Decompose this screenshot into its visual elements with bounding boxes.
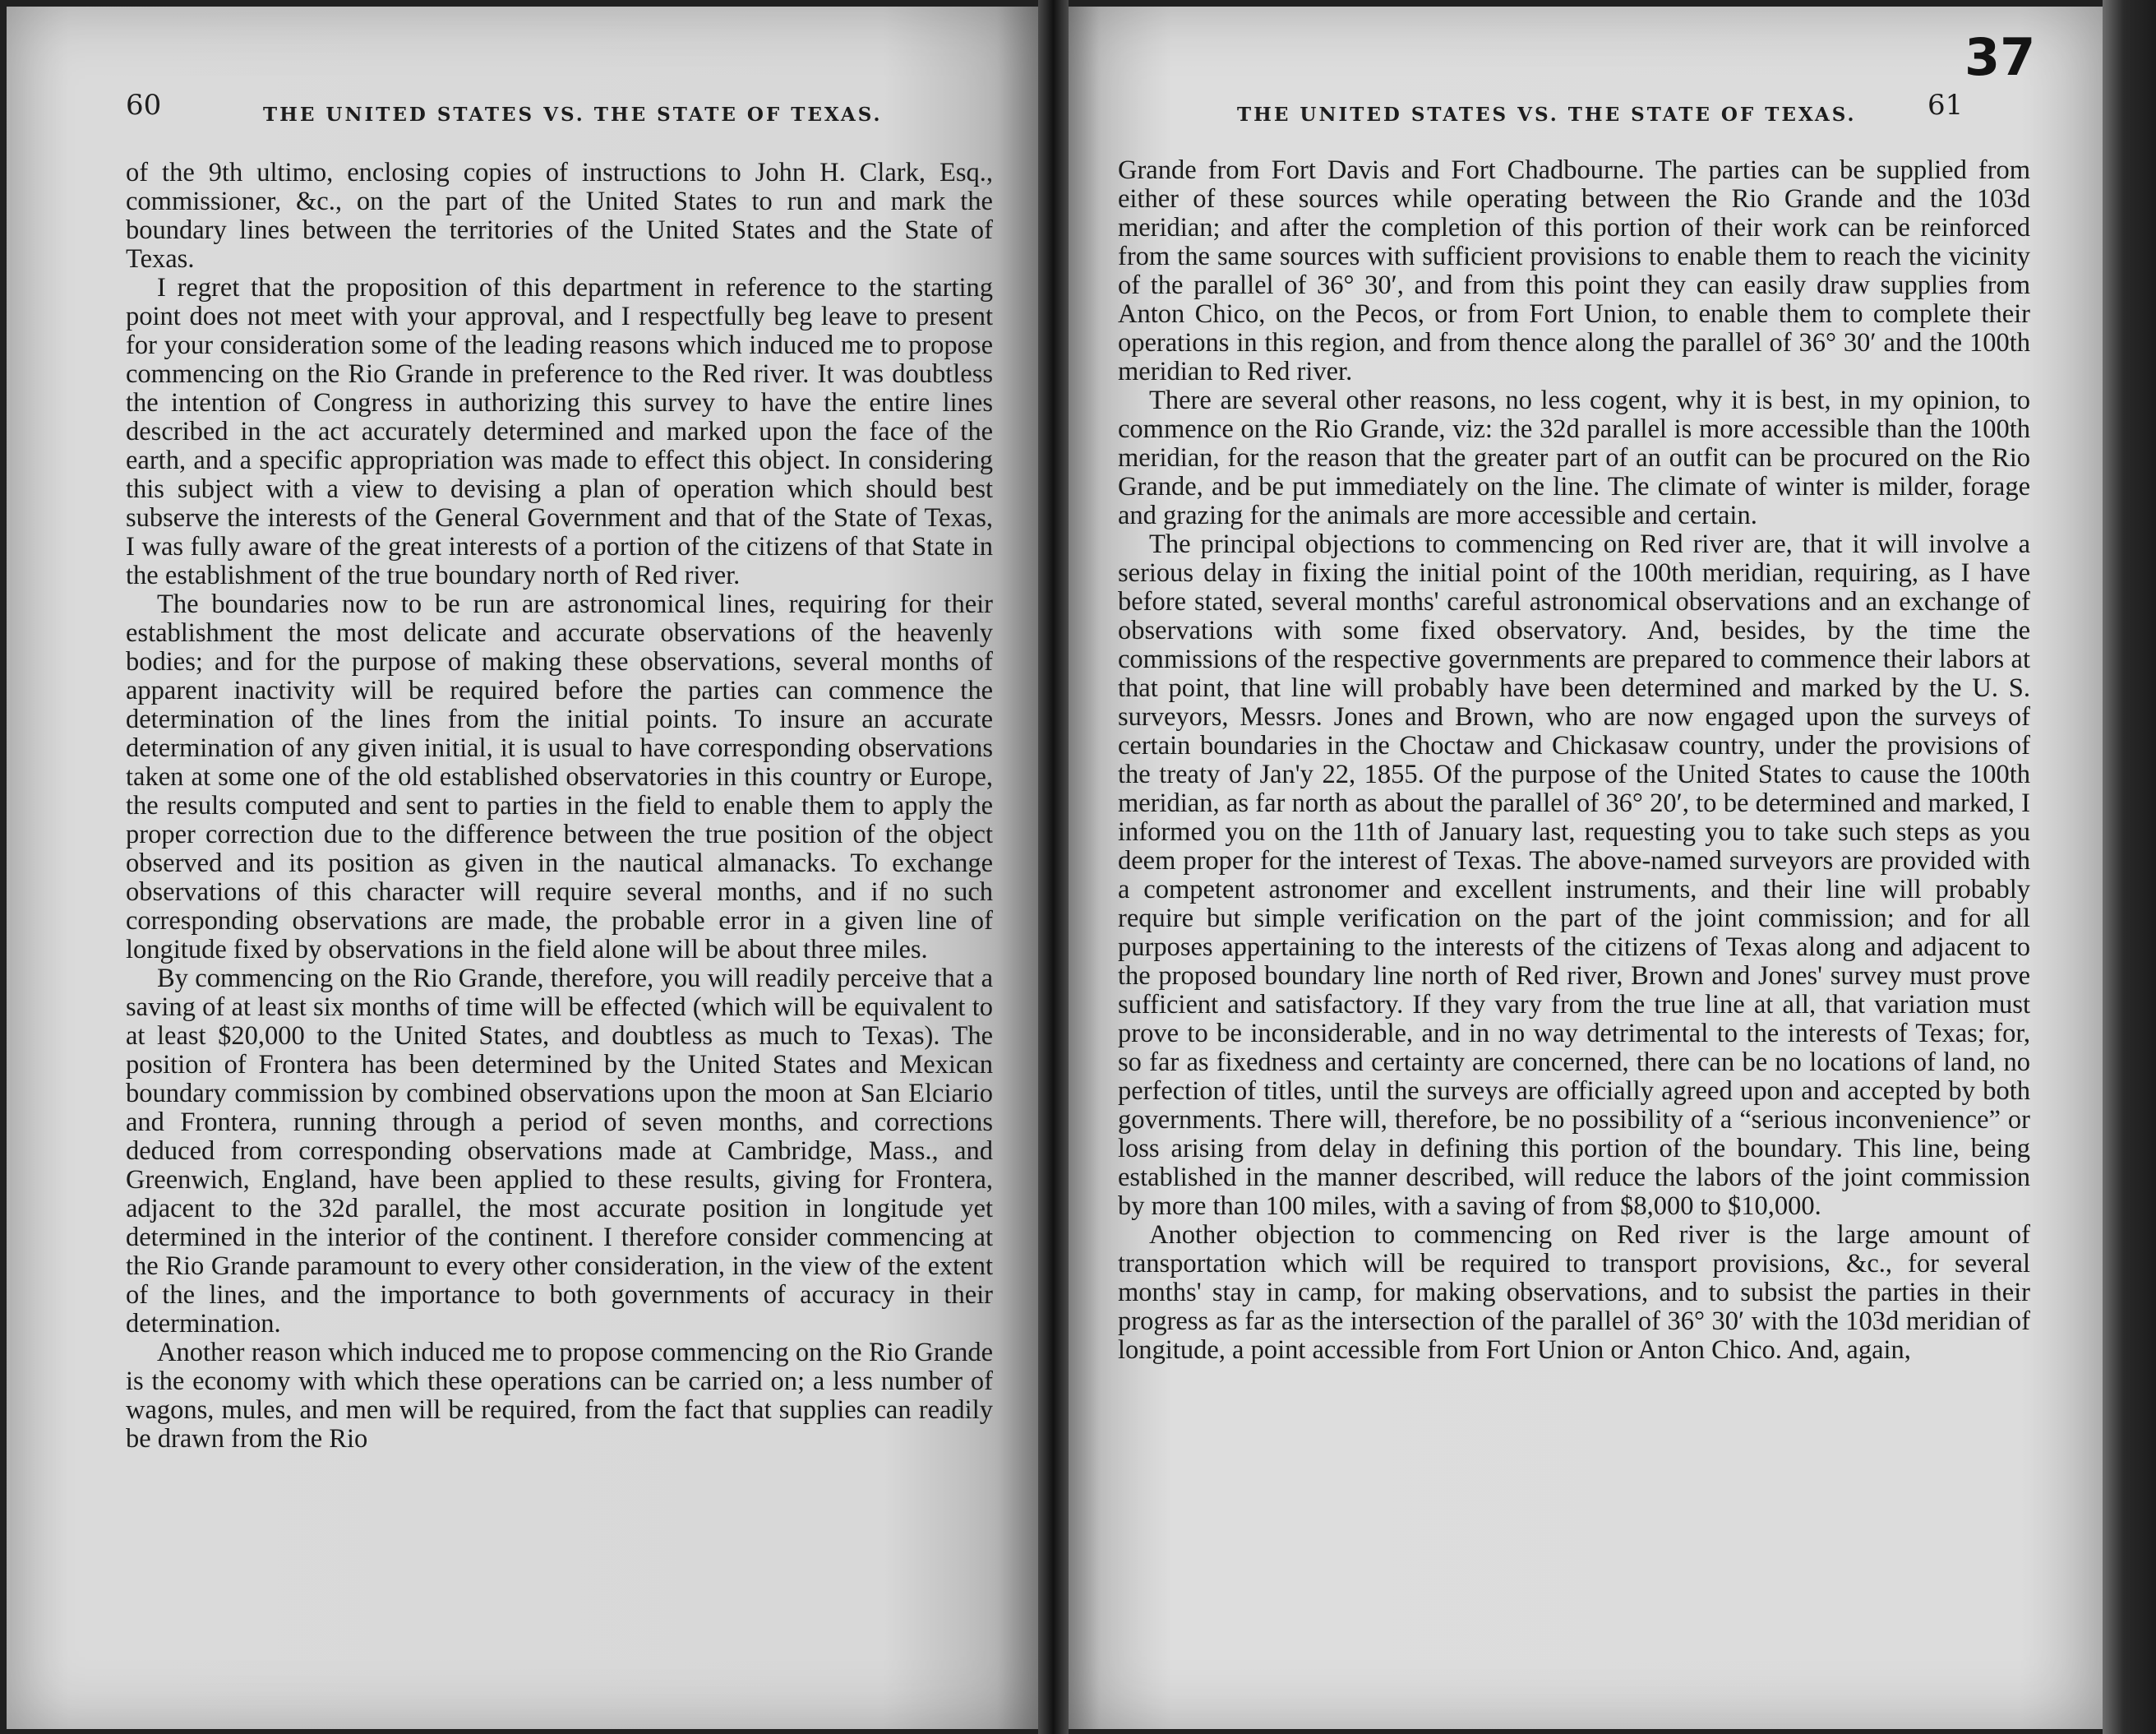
scan-edge [2103, 0, 2156, 1734]
left-page [7, 7, 1038, 1729]
paragraph: Another reason which induced me to propose commencing on the Rio Grande is the economy with which these operations can be carried on; a less number of wagons, mules, and men will be required, from the fact that supplies can readily be drawn from the Rio [126, 1338, 993, 1454]
right-running-head: THE UNITED STATES VS. THE STATE OF TEXAS. [1237, 104, 1857, 126]
paragraph: There are several other reasons, no less cogent, why it is best, in my opinion, to commence on the Rio Grande, viz: the 32d parallel is more accessible than the 100th meridian, for the reason that the greater part of an outfit can be procured on the Rio Grande, and be put immediately on the line. The climate of winter is milder, forage and grazing for the animals are more accessible and certain. [1118, 386, 2030, 530]
paragraph: Grande from Fort Davis and Fort Chadbourne. The parties can be supplied from either of these sources while operating between the Rio Grande and the 103d meridian; and after the completion of this portion of their work can be reinforced from the same sources with sufficient provisions to enable them to reach the vicinity of the parallel of 36° 30′, and from this point they can easily draw supplies from Anton Chico, on the Pecos, or from Fort Union, to enable them to complete their operations in this region, and from thence along the parallel of 36° 30′ and the 100th meridian to Red river. [1118, 155, 2030, 386]
stamped-sheet-number: 37 [1964, 27, 2036, 87]
paragraph: By commencing on the Rio Grande, therefore, you will readily perceive that a saving of at least six months of time will be effected (which will be equivalent to at least $20,000 to the United States, and doubtless as much to Texas). The position of Frontera has been determined by the United States and Mexican boundary commission by combined observations upon the moon at San Elciario and Frontera, running through a period of seven months, and corrections deduced from corresponding observations made at Cambridge, Mass., and Greenwich, England, have been applied to these results, giving for Frontera, adjacent to the 32d parallel, the most accurate position in longitude yet determined in the interior of the continent. I therefore consider commencing at the Rio Grande paramount to every other consideration, in the view of the extent of the lines, and the importance to both governments of accuracy in their determination. [126, 964, 993, 1339]
left-page-text [126, 159, 993, 1454]
right-page-number: 61 [1927, 89, 1964, 122]
paragraph: of the 9th ultimo, enclosing copies of instructions to John H. Clark, Esq., commissioner, &c., on the part of the United States to run and mark the boundary lines between the territories of the United States and the State of Texas. [126, 158, 993, 274]
paragraph: The principal objections to commencing on Red river are, that it will involve a serious delay in fixing the initial point of the 100th meridian, requiring, as I have before stated, several months' careful astronomical observations and an exchange of observations with some fixed observatory. And, besides, by the time the commissions of the respective governments are prepared to commence their labors at that point, that line will probably have been determined and marked by the U. S. surveyors, Messrs. Jones and Brown, who are now engaged upon the surveys of certain boundaries in the Choctaw and Chickasaw country, under the provisions of the treaty of Jan'y 22, 1855. Of the purpose of the United States to cause the 100th meridian, as far north as about the parallel of 36° 20′, to be determined and marked, I informed you on the 11th of January last, requesting you to take such steps as you deem proper for the interest of Texas. The above-named surveyors are provided with a competent astronomer and excellent instruments, and their line will probably require but simple verification on the part of the joint commission; and for all purposes appertaining to the interests of the citizens of Texas along and adjacent to the proposed boundary line north of Red river, Brown and Jones' survey must prove sufficient and satisfactory. If they vary from the true line at all, that variation must prove to be inconsiderable, and in no way detrimental to the interests of Texas; for, so far as fixedness and certainty are concerned, there can be no locations of land, no perfection of titles, until the surveys are officially agreed upon and accepted by both governments. There will, therefore, be no possibility of a “serious inconvenience” or loss arising from delay in defining this portion of the boundary. This line, being established in the manner described, will reduce the labors of the joint commission by more than 100 miles, with a saving of from $8,000 to $10,000. [1118, 529, 2030, 1221]
left-page-number: 60 [126, 89, 162, 122]
paragraph: Another objection to commencing on Red river is the large amount of transportation which will be required to transport provisions, &c., for several months' stay in camp, for making observations, and to subsist the parties in their progress as far as the intersection of the parallel of 36° 30′ with the 103d meridian of longitude, a point accessible from Fort Union or Anton Chico. And, again, [1118, 1220, 2030, 1365]
book-gutter [1038, 0, 1069, 1734]
right-page-text [1118, 156, 2030, 1365]
right-page [1069, 7, 2103, 1729]
paragraph: The boundaries now to be run are astronomical lines, requiring for their establishment the most delicate and accurate observations of the heavenly bodies; and for the purpose of making these observations, several months of apparent inactivity will be required before the parties can commence the determination of the lines from the initial points. To insure an accurate determination of any given initial, it is usual to have corresponding observations taken at some one of the old established observatories in this country or Europe, the results computed and sent to parties in the field to enable them to apply the proper correction due to the difference between the true position of the object observed and its position as given in the nautical almanacks. To exchange observations of this character will require several months, and if no such corresponding observations are made, the probable error in a given line of longitude fixed by observations in the field alone will be about three miles. [126, 590, 993, 964]
paragraph: I regret that the proposition of this department in reference to the starting point does not meet with your approval, and I respectfully beg leave to present for your consideration some of the leading reasons which induced me to propose commencing on the Rio Grande in preference to the Red river. It was doubtless the intention of Congress in authorizing this survey to have the entire lines described in the act accurately determined and marked upon the face of the earth, and a specific appropriation was made to effect this object. In considering this subject with a view to devising a plan of operation which should best subserve the interests of the General Government and that of the State of Texas, I was fully aware of the great interests of a portion of the citizens of that State in the establishment of the true boundary north of Red river. [126, 273, 993, 590]
left-running-head: THE UNITED STATES VS. THE STATE OF TEXAS. [263, 104, 883, 126]
